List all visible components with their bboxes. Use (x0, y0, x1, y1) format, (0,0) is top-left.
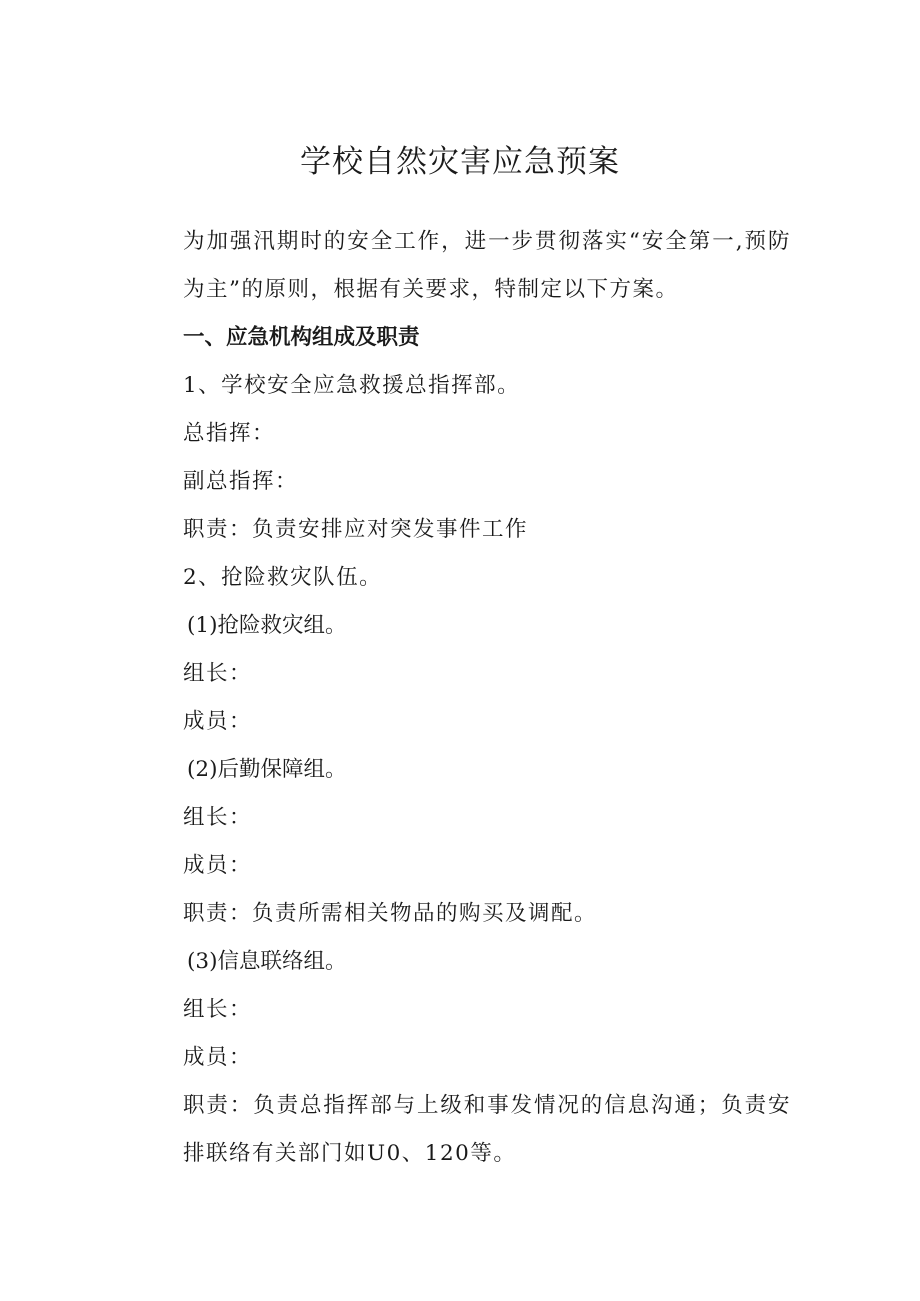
field-commander: 总指挥： (183, 421, 276, 446)
field-logistics-group-members: 成员： (183, 853, 253, 878)
field-logistics-group-leader: 组长： (183, 805, 253, 830)
field-rescue-group-leader: 组长： (183, 661, 253, 686)
logistics-group-duty: 职责：负责所需相关物品的购买及调配。 (183, 901, 598, 926)
intro-paragraph: 为加强汛期时的安全工作，进一步贯彻落实“安全第一,预防为主”的原则，根据有关要求，特制定以下方案。 (183, 229, 791, 302)
document-title: 学校自然灾害应急预案 (300, 144, 620, 180)
document-body (137, 218, 791, 1178)
item-command-headquarters: 1、学校安全应急救援总指挥部。 (183, 373, 521, 398)
subitem-liaison-group: (3)信息联络组。 (187, 949, 347, 974)
subitem-rescue-group: (1)抢险救灾组。 (187, 613, 347, 638)
field-rescue-group-members: 成员： (183, 709, 253, 734)
item-rescue-teams: 2、抢险救灾队伍。 (183, 565, 383, 590)
section-heading-emergency-organization: 一、应急机构组成及职责 (183, 325, 420, 350)
liaison-group-duty: 职责：负责总指挥部与上级和事发情况的信息沟通；负责安排联络有关部门如U0、120等。 (183, 1093, 791, 1166)
field-liaison-group-leader: 组长： (183, 997, 253, 1022)
subitem-logistics-group: (2)后勤保障组。 (187, 757, 347, 782)
field-liaison-group-members: 成员： (183, 1045, 253, 1070)
headquarters-duty: 职责：负责安排应对突发事件工作 (183, 517, 529, 542)
field-deputy-commander: 副总指挥： (183, 469, 299, 494)
